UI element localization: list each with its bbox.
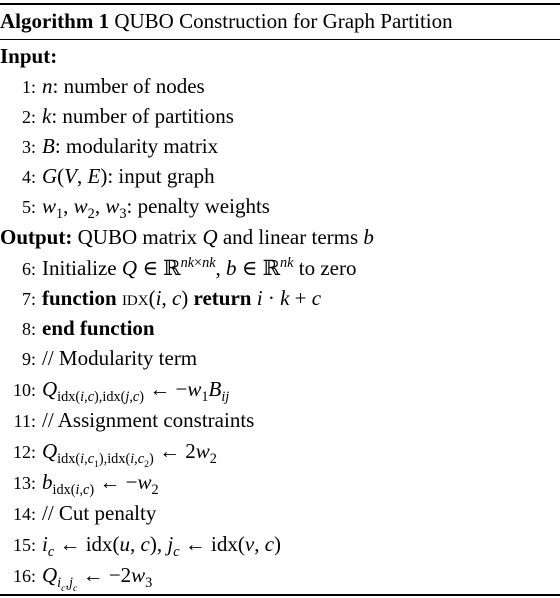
- output-heading: Output: QUBO matrix Q and linear terms b: [0, 225, 374, 249]
- line-15: 15: $i_c$ ← idx(u, c), $j_c$ ← idx(v, c): [12, 532, 282, 561]
- line-16: 16: $Q_{i_c,j_c}$ ← $-2w_3$: [12, 563, 153, 595]
- line-6: 6: Initialize Q ∈ ℝ$^{nk\times nk}$, b ∈ ℝ$^{nk}$ to zero: [21, 255, 357, 280]
- line-9: 9: // Modularity term: [21, 346, 198, 370]
- top-rule: [0, 3, 560, 5]
- caption-rule: [0, 39, 560, 40]
- line-10: 10: $Q_{idx(i,c),idx(j,c)}$ ← $-w_1B_{ij}$: [12, 377, 230, 406]
- algorithm-label: Algorithm 1: [0, 9, 110, 33]
- line-11: 11: // Assignment constraints: [13, 408, 255, 432]
- line-4: 4: G(V, E): input graph: [21, 164, 215, 188]
- line-3: 3: B: modularity matrix: [21, 134, 219, 158]
- line-13: 13: $b_{idx(i,c)}$ ← $-w_2$: [12, 470, 159, 499]
- line-1: 1: n: number of nodes: [21, 74, 205, 98]
- line-14: 14: // Cut penalty: [12, 501, 157, 525]
- line-5: 5: $w_1$, $w_2$, $w_3$: penalty weights: [21, 194, 270, 223]
- line-7: 7: function idx(i, c) return i · k + c: [21, 286, 322, 310]
- algorithm-caption: [0, 6, 560, 36]
- bottom-rule: [0, 594, 560, 596]
- algorithm-title: QUBO Construction for Graph Partition: [114, 9, 453, 33]
- line-2: 2: k: number of partitions: [21, 104, 234, 128]
- line-12: 12: $Q_{idx(i,c_1),idx(i,c_2)}$ ← $2w_2$: [12, 439, 217, 471]
- line-8: 8: end function: [21, 316, 155, 340]
- input-heading: Input:: [0, 44, 58, 68]
